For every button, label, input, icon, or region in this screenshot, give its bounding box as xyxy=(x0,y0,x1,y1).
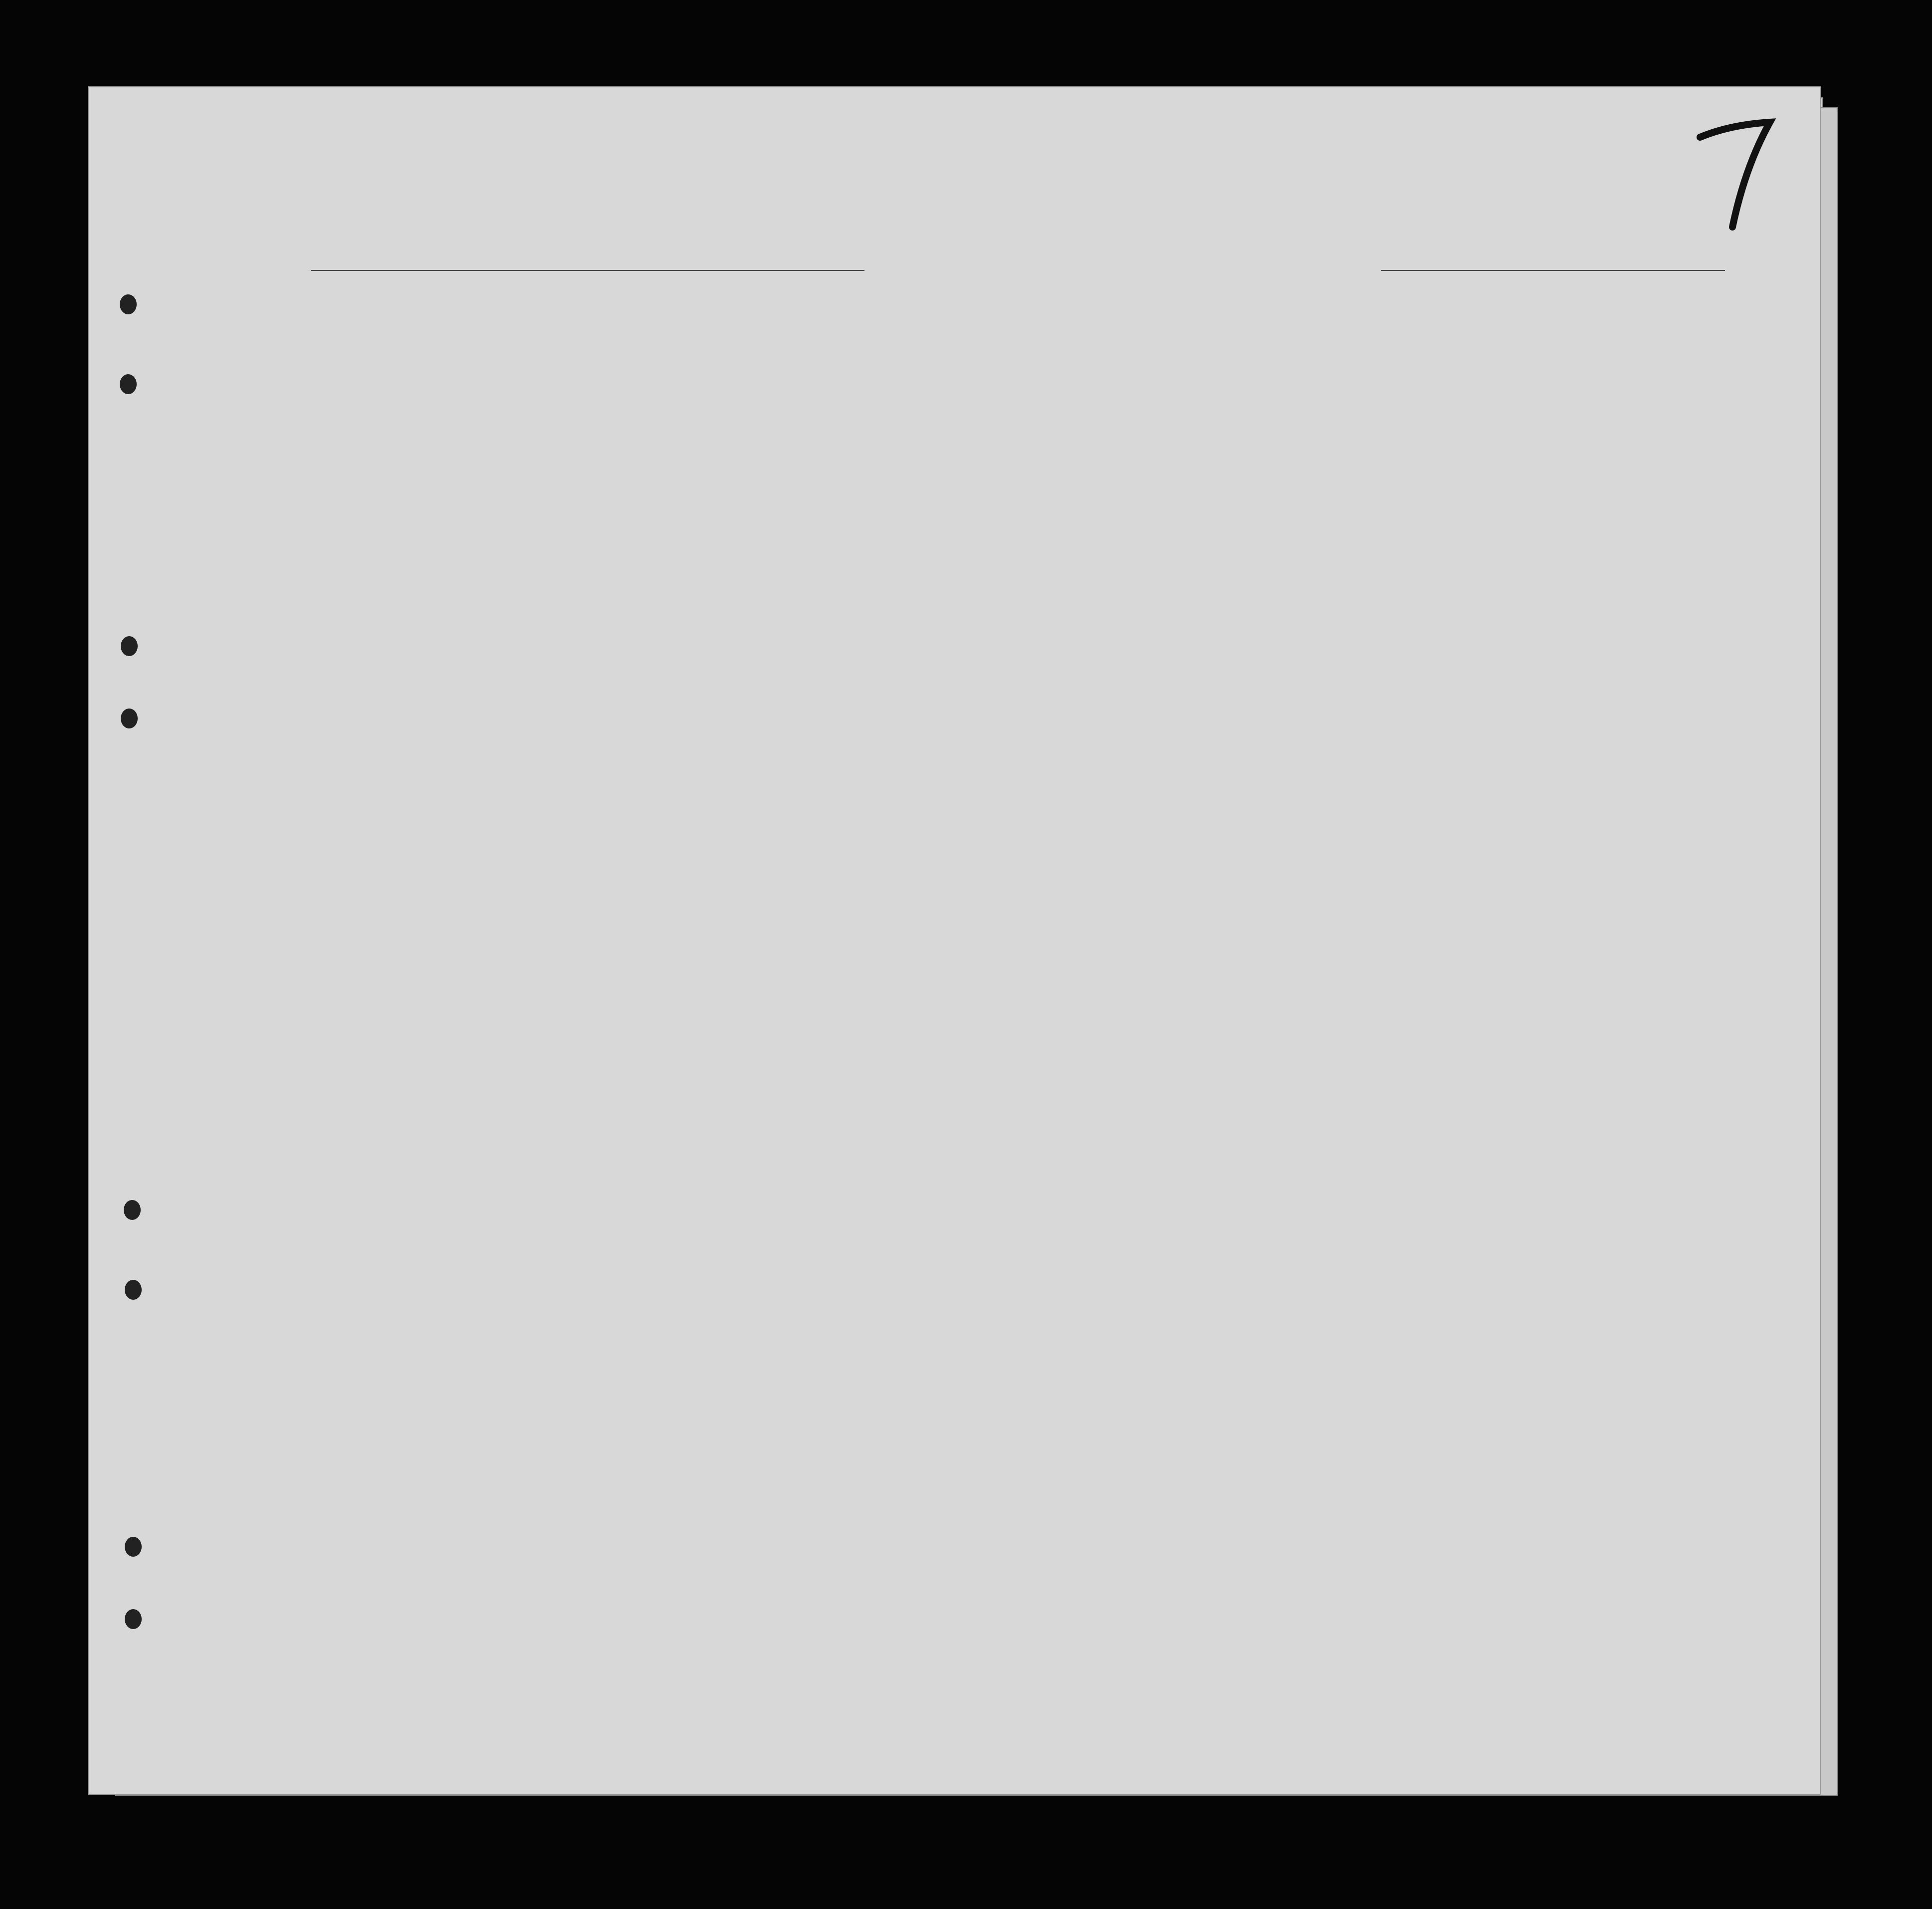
manifest-table-grid xyxy=(89,87,1820,1794)
punch-hole xyxy=(125,1537,142,1557)
punch-hole xyxy=(120,374,137,394)
punch-hole xyxy=(124,1200,141,1220)
punch-hole xyxy=(121,636,138,656)
manifest-sheet xyxy=(89,87,1820,1794)
punch-hole xyxy=(125,1609,142,1629)
punch-hole xyxy=(125,1280,142,1300)
punch-hole xyxy=(120,294,137,314)
punch-hole xyxy=(121,709,138,728)
